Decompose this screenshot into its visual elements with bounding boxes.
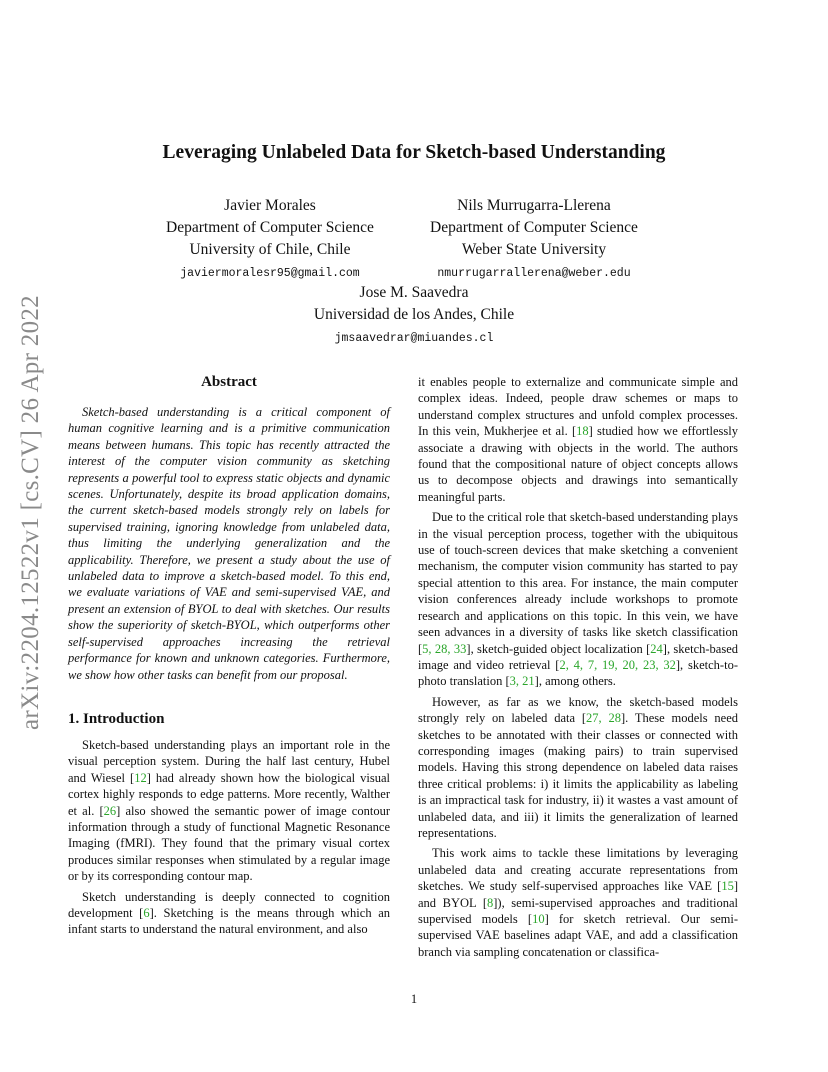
author-name: Jose M. Saavedra [359,284,469,301]
abstract-heading: Abstract [201,374,257,390]
author-email: nmurrugarrallerena@weber.edu [437,267,631,280]
abstract-text: Sketch-based understanding is a critical component of human cognitive learning and is a primitive communication means between humans. This topic has recently attracted the interest of the computer vision community as sketching represents a powerful tool to express static objects and dynamic scenes. Unfortunately, despite its broad application domains, the current sketch-based models strongly rely on labels for supervised training, ignoring knowledge from unlabeled data, thus limiting the underlying generalization and the applicability. Therefore, we present a study about the use of unlabeled data to improve a sketch-based model. To this end, we evaluate variations of VAE and semi-supervised VAE, and present an extension of BYOL to deal with sketches. Our results show the superiority of sketch-BYOL, which outperforms other self-supervised approaches increasing the retrieval performance for known and unknown categories. Furthermore, we show how other tasks can benefit from our proposal. [68,405,390,682]
citation-link[interactable]: 3, 21 [509,674,535,689]
section-heading-introduction: 1. Introduction [68,710,165,727]
intro-paragraph-6: This work aims to tackle these limitations by leveraging unlabeled data and creating accurate representations from sketches. We study self-supervised approaches like VAE [15] and BYOL [8]), semi-supervised approaches and traditional supervised models [10] for sketch retrieval. Our semi-supervised VAE baselines adapt VAE, and add a classification branch via sampling concatenation or classifica- [418,846,739,959]
author-block-2 [404,195,664,285]
author-name: Javier Morales [224,197,316,214]
author-block-3 [274,282,554,350]
author-affiliation: Department of Computer Science [166,219,374,236]
author-affiliation: Department of Computer Science [430,219,638,236]
intro-paragraph-3: it enables people to externalize and communicate simple and complex ideas. Indeed, people draw schemes or maps to understand complex structures and unfold complex processes. In this vein, Mukherjee et al. [18] studied how we effortlessly associate a drawing with objects in the world. The authors found that the compositional nature of object concepts allows us to decompose objects and drawings into semantically meaningful parts. [418,375,738,504]
arxiv-identifier-stamp: arXiv:2204.12522v1 [cs.CV] 26 Apr 2022 [17,295,44,730]
author-email: javiermoralesr95@gmail.com [180,267,360,280]
intro-paragraph-2: Sketch understanding is deeply connected to cognition development [6]. Sketching is the means through which an infant starts to understand the natural environment, and also [68,889,390,937]
page-number: 1 [410,992,418,1006]
author-email: jmsaavedrar@miuandes.cl [334,332,494,345]
author-block-1 [140,195,400,285]
citation-link[interactable]: 8 [487,895,494,910]
author-affiliation: Universidad de los Andes, Chile [313,306,515,323]
intro-paragraph-4: Due to the critical role that sketch-based understanding plays in the visual perception process, together with the ubiquitous use of touch-screen devices that make sketching a convenient mechanism, the computer vision community has started to pay special attention to this area. For instance, the main computer vision conferences already include workshops to promote research and applications on this topic. In this vein, we have seen advances in a diversity of tasks like sketch classification [5, 28, 33], sketch-guided object localization [24], sketch-based image and video retrieval [2, 4, 7, 19, 20, 23, 32], sketch-to-photo translation [3, 21], among others. [418,510,738,689]
citation-link[interactable]: 6 [143,905,150,920]
intro-paragraph-5: However, as far as we know, the sketch-based models strongly rely on labeled data [27, 28]. These models need sketches to be annotated with their classes or connected with corresponding images (making pairs) to train supervised models. Having this strong dependence on labeled data raises three critical problems: i) it limits the applicability as labeling is an impractical task for industry, ii) it wastes a vast amount of unlabeled data, and iii) it limits the generalization of learned representations. [418,694,738,840]
citation-link[interactable]: 10 [532,912,545,926]
left-column [68,372,390,942]
intro-paragraph-1: Sketch-based understanding plays an important role in the visual perception system. During the half last century, Hubel and Wiesel [12] had already shown how the biological visual cortex highly responds to edge patterns. More recently, Walther et al. [26] also showed the semantic power of image contour information through a study of functional Magnetic Resonance Imaging (fMRI). They found that the primary visual cortex produces similar responses when stimulated by a regular image or by its corresponding contour map. [68,737,390,884]
author-affiliation: Weber State University [461,241,607,258]
citation-link[interactable]: 24 [650,641,663,656]
right-column [418,374,738,964]
author-affiliation: University of Chile, Chile [189,241,351,258]
citation-link[interactable]: 12 [134,770,147,785]
citation-link[interactable]: 15 [721,879,734,894]
author-name: Nils Murrugarra-Llerena [457,197,611,214]
citation-link[interactable]: 5, 28, 33 [422,641,467,656]
citation-link[interactable]: 18 [576,424,589,439]
citation-link[interactable]: 27, 28 [586,711,621,726]
paper-title: Leveraging Unlabeled Data for Sketch-based Understanding [162,142,666,163]
citation-link[interactable]: 26 [103,803,117,818]
citation-link[interactable]: 2, 4, 7, 19, 20, 23, 32 [559,657,676,672]
